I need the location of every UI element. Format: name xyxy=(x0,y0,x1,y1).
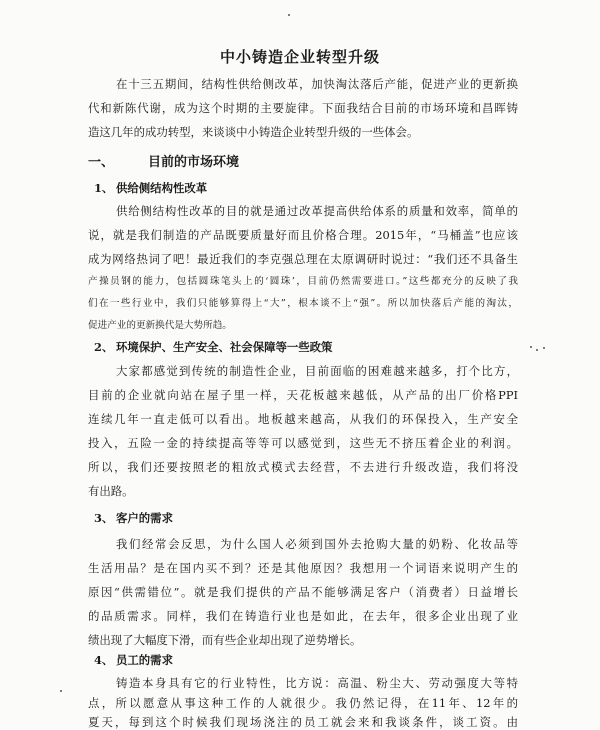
paragraph-line: 原因“供需错位”。就是我们提供的产品不能够满足客户（消费者）日益增长 xyxy=(88,585,518,599)
paragraph-line: 铸造本身具有它的行业特性，比方说：高温、粉尘大、劳动强度大等特 xyxy=(116,676,518,690)
subsection-heading xyxy=(94,339,332,355)
paragraph-line: 供给侧结构性改革的目的就是通过改革提高供给体系的质量和效率，简单的 xyxy=(116,204,518,218)
scan-speck xyxy=(60,690,62,692)
subsection-heading-number: 1、 xyxy=(94,181,114,195)
subsection-heading xyxy=(94,180,207,196)
paragraph-line: 在十三五期间，结构性供给侧改革，加快淘汰落后产能，促进产业的更新换 xyxy=(116,77,518,91)
document-title: 中小铸造企业转型升级 xyxy=(219,48,380,66)
paragraph-line: 的品质需求。同样，我们在铸造行业也是如此，在去年，很多企业出现了业 xyxy=(88,609,518,623)
subsection-heading-text: 供给侧结构性改革 xyxy=(116,181,208,195)
subsection-heading-number: 3、 xyxy=(94,511,114,525)
paragraph-line: 我们经常会反思，为什么国人必须到国外去抢购大量的奶粉、化妆品等 xyxy=(116,537,518,551)
paragraph-line: 产操员钢的能力，包括圆珠笔头上的‘圆珠’，目前仍然需要进口。”这些都充分的反映了我 xyxy=(88,276,518,287)
paragraph-line: 大家都感觉到传统的制造性企业，目前面临的困难越来越多，打个比方， xyxy=(116,364,518,378)
scan-speck xyxy=(288,14,290,16)
paragraph-line: 投入，五险一金的持续提高等等可以感觉到，这些无不挤压着企业的利润。 xyxy=(88,436,518,450)
subsection-heading-text: 环境保护、生产安全、社会保障等一些政策 xyxy=(116,340,333,354)
paragraph-line: 目前的企业就向站在屋子里一样，天花板越来越低，从产品的出厂价格PPI xyxy=(88,388,518,402)
paragraph-line: 说，就是我们制造的产品既要质量好而且价格合理。2015年，“马桶盖”也应该 xyxy=(88,228,518,242)
subsection-heading-text: 客户的需求 xyxy=(116,511,173,525)
subsection-heading xyxy=(94,510,173,526)
section-heading-text: 目前的市场环境 xyxy=(148,155,240,170)
scan-speck xyxy=(543,347,545,349)
section-heading-number: 一、 xyxy=(88,155,115,170)
paragraph-line: 有出路。 xyxy=(88,484,134,498)
paragraph-line: 成为网络热词了吧！最近我们的李克强总理在太原调研时说过：“我们还不具备生 xyxy=(88,252,518,266)
subsection-heading-number: 2、 xyxy=(94,340,114,354)
paragraph-line: 连续几年一直走低可以看出。地板越来越高，从我们的环保投入，生产安全 xyxy=(88,412,518,426)
scan-speck xyxy=(530,346,532,348)
paragraph-line: 们在一些行业中，我们只能够算得上“大”，根本谈不上“强”。所以加快落后产能的淘汰， xyxy=(88,298,518,309)
paragraph-line: 绩出现了大幅度下滑，而有些企业却出现了逆势增长。 xyxy=(88,633,362,647)
paragraph-line: 点，所以愿意从事这种工作的人就很少。我仍然记得，在11年、12年的 xyxy=(88,696,518,710)
subsection-heading-number: 4、 xyxy=(94,653,114,667)
subsection-heading xyxy=(94,652,173,668)
paragraph-line: 所以，我们还要按照老的粗放式模式去经营，不去进行升级改造，我们将没 xyxy=(88,460,518,474)
paragraph-line: 生活用品？是在国内买不到？还是其他原因？我想用一个词语来说明产生的 xyxy=(88,561,518,575)
paragraph-line: 促进产业的更新换代是大势所趋。 xyxy=(88,320,232,331)
paragraph-line: 造这几年的成功转型，来谈谈中小铸造企业转型升级的一些体会。 xyxy=(88,125,419,139)
paragraph-line: 夏天，每到这个时候我们现场浇注的员工就会来和我谈条件，谈工资。由 xyxy=(88,715,518,729)
paragraph-line: 代和新陈代谢，成为这个时期的主要旋律。下面我结合目前的市场环境和昌晖铸 xyxy=(88,101,518,115)
subsection-heading-text: 员工的需求 xyxy=(116,653,173,667)
section-heading xyxy=(88,151,239,170)
scan-speck xyxy=(536,349,538,351)
